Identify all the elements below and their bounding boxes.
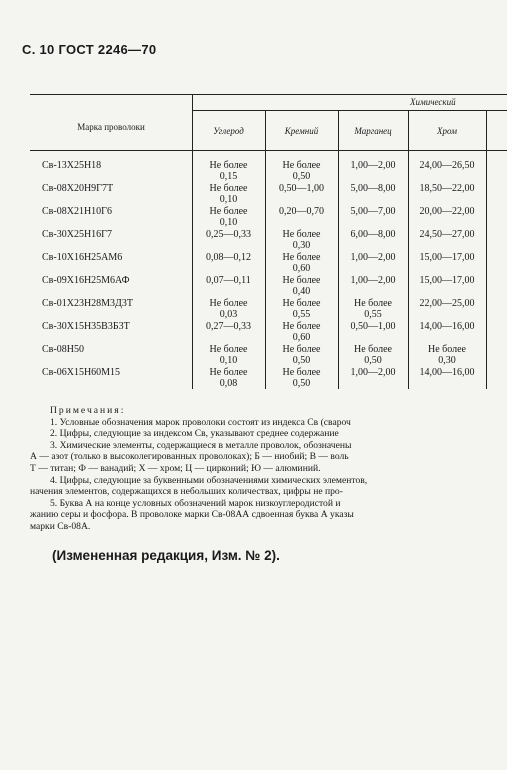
cell-silicon: Не более 0,50 (282, 367, 321, 389)
cell-wire-grade: Св-01Х23Н28М3Д3Т (42, 298, 133, 309)
cell-carbon: Не более 0,10 (209, 344, 248, 366)
cell-carbon: 0,07—0,11 (206, 275, 251, 286)
cell-chromium: 15,00—17,00 (419, 252, 475, 263)
cell-wire-grade: Св-06Х15Н60М15 (42, 367, 121, 378)
cell-chromium: 15,00—17,00 (419, 275, 475, 286)
cell-silicon: Не более 0,50 (282, 160, 321, 182)
edition-note: (Измененная редакция, Изм. № 2). (52, 548, 280, 563)
cell-manganese: 5,00—8,00 (350, 183, 396, 194)
cell-manganese: 1,00—2,00 (350, 252, 396, 263)
cell-wire-grade: Св-13Х25Н18 (42, 160, 102, 171)
cell-silicon: Не более 0,40 (282, 275, 321, 297)
cell-chromium: Не более 0,30 (428, 344, 466, 366)
cell-carbon: Не более 0,15 (209, 160, 248, 182)
cell-chromium: 22,00—25,00 (419, 298, 475, 309)
cell-carbon: 0,25—0,33 (206, 229, 251, 240)
note-line: 5. Буква А на конце условных обозначений марок низкоуглеродистой и (50, 497, 341, 509)
cell-chromium: 14,00—16,00 (419, 321, 475, 332)
header-silicon: Кремний (284, 126, 319, 136)
cell-wire-grade: Св-09Х16Н25М6АФ (42, 275, 130, 286)
cell-carbon: Не более 0,10 (209, 183, 248, 205)
cell-carbon: 0,08—0,12 (206, 252, 251, 263)
cell-carbon: 0,27—0,33 (206, 321, 251, 332)
cell-manganese: 5,00—7,00 (350, 206, 396, 217)
cell-manganese: 6,00—8,00 (350, 229, 396, 240)
notes-block (30, 405, 490, 533)
cell-silicon: Не более 0,60 (282, 321, 321, 343)
cell-wire-grade: Св-30Х25Н16Г7 (42, 229, 112, 240)
cell-wire-grade: Св-10Х16Н25АМ6 (42, 252, 123, 263)
cell-wire-grade: Св-08Х20Н9Г7Т (42, 183, 114, 194)
note-line: начения элементов, содержащихся в небольших количествах, цифры не про- (30, 486, 343, 498)
header-chemical-group: Химический (410, 97, 456, 107)
note-line: 1. Условные обозначения марок проволоки состоят из индекса Св (свароч (50, 416, 351, 428)
cell-manganese: Не более 0,50 (354, 344, 392, 366)
notes-title: Примечания: (50, 405, 126, 416)
cell-silicon: Не более 0,60 (282, 252, 321, 274)
cell-chromium: 20,00—22,00 (419, 206, 475, 217)
cell-manganese: 0,50—1,00 (350, 321, 396, 332)
table-top-rule (30, 94, 507, 95)
cell-carbon: Не более 0,10 (209, 206, 248, 228)
cell-silicon: Не более 0,55 (282, 298, 321, 320)
table-group-rule (192, 110, 507, 111)
cell-silicon: 0,20—0,70 (279, 206, 324, 217)
header-carbon: Углерод (213, 126, 244, 136)
table-header-rule (30, 150, 507, 151)
header-wire-grade: Марка проволоки (77, 122, 145, 132)
note-line: Т — титан; Ф — ванадий; Х — хром; Ц — цирконий; Ю — алюминий. (30, 462, 321, 474)
note-line: 2. Цифры, следующие за индексом Св, указывают среднее содержание (50, 428, 339, 440)
cell-chromium: 24,00—26,50 (419, 160, 475, 171)
composition-table (30, 94, 507, 389)
cell-manganese: 1,00—2,00 (350, 367, 396, 378)
cell-wire-grade: Св-08Х21Н10Г6 (42, 206, 112, 217)
cell-manganese: 1,00—2,00 (350, 160, 396, 171)
header-manganese: Марганец (354, 126, 392, 136)
cell-chromium: 24,50—27,00 (419, 229, 475, 240)
cell-manganese: 1,00—2,00 (350, 275, 396, 286)
note-line: марки Св-08А. (30, 520, 91, 532)
note-line: жанию серы и фосфора. В проволоке марки Св-08АА сдвоенная буква А указы (30, 509, 354, 521)
cell-manganese: Не более 0,55 (354, 298, 392, 320)
cell-chromium: 18,50—22,00 (419, 183, 475, 194)
cell-carbon: Не более 0,08 (209, 367, 248, 389)
cell-chromium: 14,00—16,00 (419, 367, 475, 378)
table-vrule (486, 110, 487, 389)
note-line: 4. Цифры, следующие за буквенными обозначениями химических элементов, (50, 474, 368, 486)
cell-wire-grade: Св-30Х15Н35В3Б3Т (42, 321, 130, 332)
cell-wire-grade: Св-08Н50 (42, 344, 84, 355)
cell-silicon: 0,50—1,00 (279, 183, 324, 194)
cell-carbon: Не более 0,03 (209, 298, 248, 320)
cell-silicon: Не более 0,50 (282, 344, 321, 366)
page-header: С. 10 ГОСТ 2246—70 (22, 42, 157, 57)
note-line: 3. Химические элементы, содержащиеся в металле проволок, обозначены (50, 439, 352, 451)
cell-silicon: Не более 0,30 (282, 229, 321, 251)
note-line: А — азот (только в высоколегированных проволоках); Б — ниобий; В — воль (30, 451, 349, 463)
header-chromium: Хром (437, 126, 457, 136)
